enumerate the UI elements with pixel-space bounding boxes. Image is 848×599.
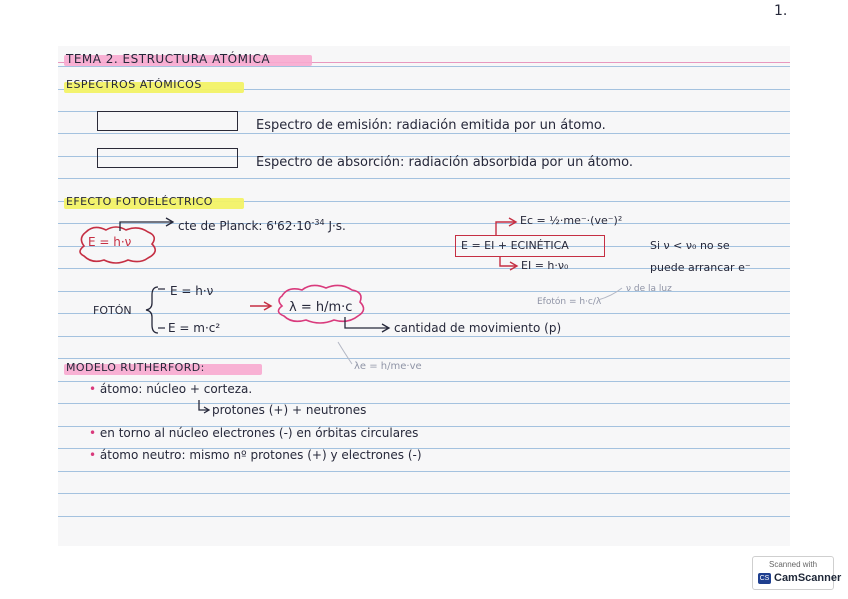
section-heading-espectros: ESPECTROS ATÓMICOS bbox=[66, 78, 202, 91]
sub-bullet-nucleus: protones (+) + neutrones bbox=[212, 403, 367, 417]
section-heading-efecto: EFECTO FOTOELÉCTRICO bbox=[66, 195, 213, 208]
watermark-name: CamScanner bbox=[774, 572, 842, 584]
photon-energy-note: Efotón = h·c/λ bbox=[537, 297, 602, 307]
kinetic-energy-formula: Ec = ½·me⁻·(ve⁻)² bbox=[520, 214, 623, 227]
planck-constant: cte de Planck: $6'62\cdot 10^{-34}$ J·s. bbox=[178, 218, 346, 233]
condition-line-2: puede arrancar e⁻ bbox=[650, 261, 751, 274]
energy-cloud bbox=[80, 227, 155, 263]
momentum-arrow bbox=[345, 317, 388, 328]
photon-brace bbox=[146, 287, 158, 333]
bullet-neutral-atom: • átomo neutro: mismo nº protones (+) y electrones (-) bbox=[89, 448, 422, 462]
bullet-orbits: • en torno al núcleo electrones (-) en órbitas circulares bbox=[89, 426, 419, 440]
momentum-note: cantidad de movimiento (p) bbox=[394, 321, 562, 335]
bullet-atom: • átomo: núcleo + corteza. bbox=[89, 382, 253, 396]
condition-line-1: Si ν < ν₀ no se bbox=[650, 239, 730, 252]
energy-formula: E = h·ν bbox=[88, 235, 132, 249]
photon-label: FOTÓN bbox=[93, 304, 132, 317]
camscanner-logo-icon: CS bbox=[759, 575, 770, 582]
photon-energy-2: E = m·c² bbox=[168, 321, 221, 335]
lambda-formula: λ = h/m·c bbox=[289, 300, 353, 315]
electron-wavelength-note: λe = h/me·ve bbox=[354, 361, 422, 372]
absorption-definition: Espectro de absorción: radiación absorbida por un átomo. bbox=[256, 155, 634, 170]
lambda-cloud bbox=[278, 285, 363, 323]
light-frequency-note: ν de la luz bbox=[626, 284, 672, 294]
main-formula: E = EI + ECINÉTICA bbox=[461, 239, 569, 252]
section-heading-rutherford: MODELO RUTHERFORD: bbox=[66, 361, 205, 374]
ionization-energy-formula: EI = h·ν₀ bbox=[521, 259, 569, 272]
page-title: TEMA 2. ESTRUCTURA ATÓMICA bbox=[66, 52, 271, 66]
page-number: 1. bbox=[774, 3, 788, 19]
watermark-caption: Scanned with bbox=[768, 560, 818, 569]
camscanner-watermark bbox=[752, 556, 842, 590]
gray-arrow bbox=[338, 342, 352, 364]
emission-definition: Espectro de emisión: radiación emitida por un átomo. bbox=[256, 118, 606, 133]
photon-energy-1: E = h·ν bbox=[170, 284, 214, 298]
gray-arrow bbox=[598, 288, 622, 300]
